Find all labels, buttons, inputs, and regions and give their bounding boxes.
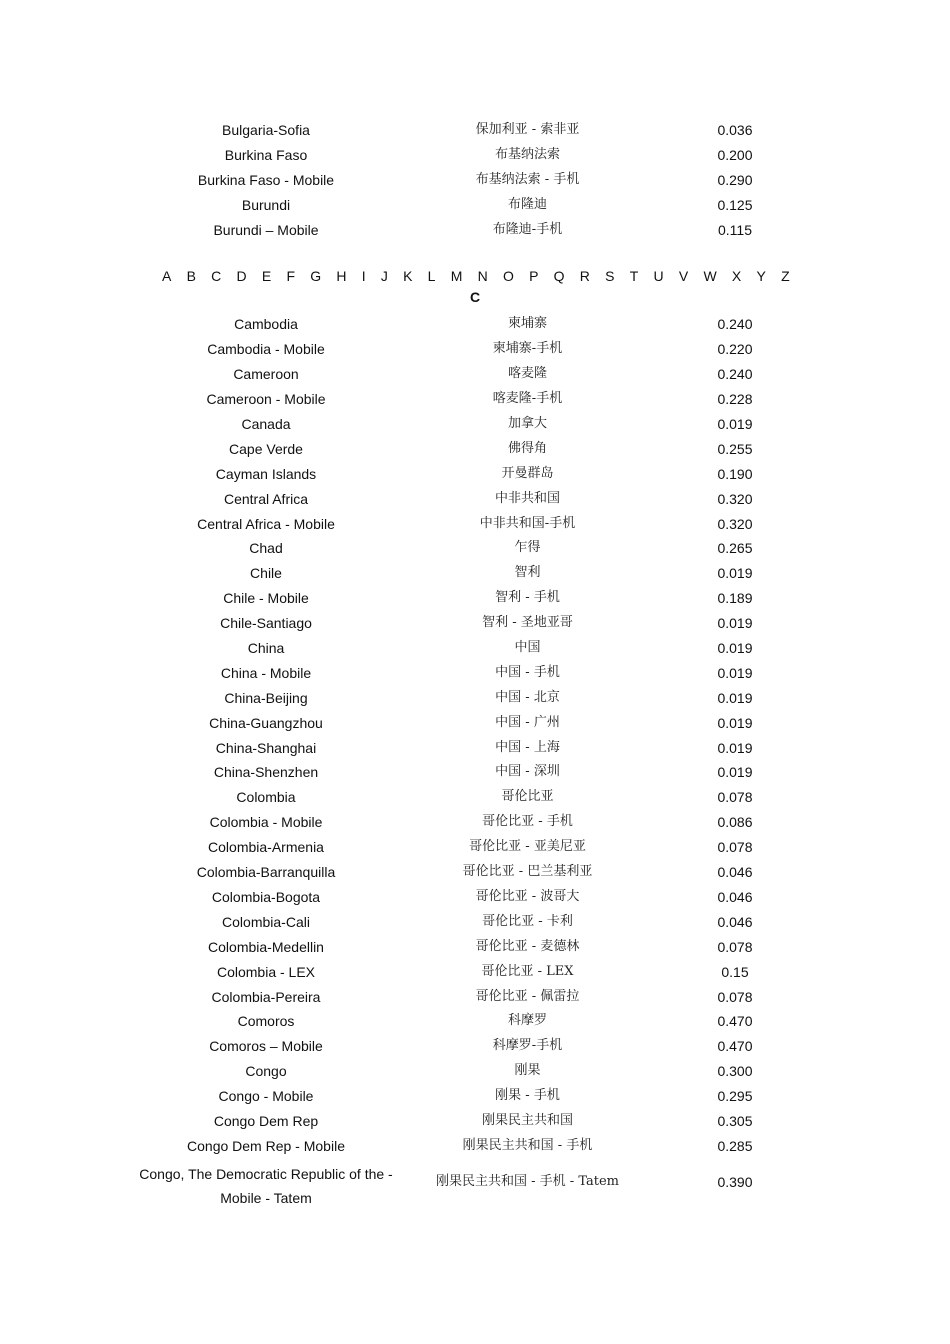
country-name-en: China-Beijing bbox=[224, 689, 308, 706]
table-row bbox=[0, 536, 950, 561]
alphabet-link-v[interactable]: V bbox=[678, 268, 689, 285]
table-row bbox=[0, 1034, 950, 1059]
table-row bbox=[0, 412, 950, 437]
alphabet-link-c[interactable]: C bbox=[211, 268, 222, 285]
rate-value: 0.046 bbox=[717, 888, 753, 905]
country-name-en: Comoros bbox=[237, 1013, 295, 1030]
country-name-cn: 哥伦比亚 - 麦德林 bbox=[475, 938, 580, 954]
country-name-en: China bbox=[247, 640, 285, 657]
country-name-cn: 哥伦比亚 - 巴兰基利亚 bbox=[462, 864, 593, 880]
table-row bbox=[0, 143, 950, 168]
rate-value: 0.228 bbox=[717, 391, 753, 408]
country-name-cn: 哥伦比亚 - 手机 bbox=[482, 814, 573, 830]
alphabet-link-w[interactable]: W bbox=[703, 268, 717, 285]
alphabet-link-y[interactable]: Y bbox=[756, 268, 766, 285]
section-heading bbox=[0, 288, 950, 312]
alphabet-link-o[interactable]: O bbox=[502, 268, 514, 285]
table-row bbox=[0, 860, 950, 885]
table-row bbox=[0, 736, 950, 761]
rate-value: 0.295 bbox=[717, 1088, 753, 1105]
rate-value: 0.078 bbox=[717, 988, 753, 1005]
alphabet-link-n[interactable]: N bbox=[477, 268, 488, 285]
country-name-cn: 刚果 - 手机 bbox=[495, 1088, 560, 1104]
table-row bbox=[0, 586, 950, 611]
rate-value: 0.300 bbox=[717, 1063, 753, 1080]
country-name-cn: 柬埔寨-手机 bbox=[492, 341, 563, 357]
country-name-en: Congo Dem Rep - Mobile bbox=[187, 1137, 345, 1154]
country-name-en: Burundi – Mobile bbox=[213, 221, 319, 238]
alphabet-link-h[interactable]: H bbox=[336, 268, 347, 285]
table-row bbox=[0, 437, 950, 462]
alphabet-link-r[interactable]: R bbox=[579, 268, 590, 285]
country-name-cn: 哥伦比亚 - 波哥大 bbox=[475, 888, 580, 904]
country-name-cn: 布基纳法索 bbox=[494, 146, 560, 162]
table-row bbox=[0, 118, 950, 143]
alphabet-link-f[interactable]: F bbox=[286, 268, 296, 285]
country-name-en: Burundi bbox=[241, 196, 291, 213]
country-name-en: Colombia-Armenia bbox=[208, 839, 324, 856]
alphabet-link-a[interactable]: A bbox=[162, 268, 172, 285]
country-name-cn: 中国 - 上海 bbox=[495, 739, 560, 755]
country-name-cn: 智利 - 手机 bbox=[495, 590, 560, 606]
table-row bbox=[0, 960, 950, 985]
country-name-cn: 哥伦比亚 - 亚美尼亚 bbox=[469, 839, 586, 855]
country-name-cn: 喀麦隆-手机 bbox=[492, 391, 563, 407]
rate-value: 0.078 bbox=[717, 938, 753, 955]
alphabet-link-k[interactable]: K bbox=[403, 268, 413, 285]
country-name-cn: 智利 bbox=[514, 565, 541, 581]
country-name-cn: 中非共和国-手机 bbox=[479, 515, 576, 531]
country-name-cn: 科摩罗-手机 bbox=[492, 1038, 563, 1054]
country-name-en: Chile-Santiago bbox=[220, 615, 312, 632]
alphabet-link-s[interactable]: S bbox=[605, 268, 615, 285]
country-name-en: Chile - Mobile bbox=[223, 590, 309, 607]
rate-value: 0.189 bbox=[717, 590, 753, 607]
country-name-en: Cameroon bbox=[233, 366, 299, 383]
rate-value: 0.019 bbox=[717, 739, 753, 756]
table-row bbox=[0, 910, 950, 935]
country-name-en: Chad bbox=[249, 540, 283, 557]
rate-value: 0.019 bbox=[717, 764, 753, 781]
country-name-cn: 开曼群岛 bbox=[501, 465, 554, 481]
table-row bbox=[0, 512, 950, 537]
rate-value: 0.220 bbox=[717, 341, 753, 358]
table-row bbox=[0, 760, 950, 785]
country-name-cn: 中国 - 北京 bbox=[495, 689, 560, 705]
alphabet-letters bbox=[162, 268, 790, 284]
table-row bbox=[0, 387, 950, 412]
country-name-cn: 布隆迪-手机 bbox=[492, 221, 563, 237]
country-name-cn: 刚果民主共和国 - 手机 - Tatem bbox=[436, 1173, 619, 1189]
table-row bbox=[0, 711, 950, 736]
country-name-en: Cameroon - Mobile bbox=[206, 391, 326, 408]
country-name-en: Congo Dem Rep bbox=[213, 1112, 319, 1129]
alphabet-link-p[interactable]: P bbox=[529, 268, 539, 285]
country-name-cn: 布基纳法索 - 手机 bbox=[475, 171, 580, 187]
country-name-cn: 柬埔寨 bbox=[507, 316, 547, 332]
alphabet-link-q[interactable]: Q bbox=[553, 268, 565, 285]
country-name-en: Cambodia bbox=[234, 316, 298, 333]
table-row bbox=[0, 1009, 950, 1034]
country-name-cn: 科摩罗 bbox=[507, 1013, 547, 1029]
country-name-en: Canada bbox=[241, 416, 291, 433]
country-name-en: China-Shenzhen bbox=[213, 764, 319, 781]
table-row bbox=[0, 1059, 950, 1084]
country-rate-table-b bbox=[0, 118, 950, 242]
country-name-cn: 中国 - 深圳 bbox=[495, 764, 560, 780]
country-name-en: China-Guangzhou bbox=[209, 714, 323, 731]
alphabet-link-m[interactable]: M bbox=[450, 268, 463, 285]
section-gap bbox=[0, 242, 950, 264]
table-row bbox=[0, 785, 950, 810]
rate-value: 0.200 bbox=[717, 146, 753, 163]
country-name-en: Colombia-Bogota bbox=[211, 888, 321, 905]
table-row bbox=[0, 561, 950, 586]
rate-value: 0.285 bbox=[717, 1137, 753, 1154]
country-name-cn: 中国 - 手机 bbox=[495, 664, 560, 680]
rate-value: 0.470 bbox=[717, 1013, 753, 1030]
table-row bbox=[0, 985, 950, 1010]
table-row bbox=[0, 810, 950, 835]
alphabet-link-u[interactable]: U bbox=[653, 268, 664, 285]
country-name-cn: 哥伦比亚 - 佩雷拉 bbox=[475, 988, 580, 1004]
table-row bbox=[0, 1134, 950, 1159]
country-name-cn: 保加利亚 - 索非亚 bbox=[475, 122, 580, 137]
rate-value: 0.019 bbox=[717, 640, 753, 657]
country-name-en: Comoros – Mobile bbox=[209, 1038, 323, 1055]
rate-value: 0.078 bbox=[717, 789, 753, 806]
rate-value: 0.320 bbox=[717, 490, 753, 507]
country-name-en: Congo bbox=[245, 1063, 287, 1080]
table-row bbox=[0, 636, 950, 661]
country-name-en: China-Shanghai bbox=[215, 739, 317, 756]
country-name-en: Colombia-Barranquilla bbox=[196, 864, 336, 881]
rate-value: 0.305 bbox=[717, 1112, 753, 1129]
country-name-cn: 中非共和国 bbox=[494, 490, 560, 506]
country-name-cn: 中国 - 广州 bbox=[495, 714, 560, 730]
country-name-en bbox=[130, 1162, 402, 1210]
table-row bbox=[0, 1109, 950, 1134]
country-name-en: Colombia-Cali bbox=[222, 913, 310, 930]
country-name-cn: 哥伦比亚 bbox=[501, 789, 554, 805]
rate-value: 0.240 bbox=[717, 316, 753, 333]
rate-value: 0.470 bbox=[717, 1038, 753, 1055]
table-row bbox=[0, 193, 950, 218]
alphabet-link-b[interactable]: B bbox=[186, 268, 196, 285]
rate-value: 0.019 bbox=[717, 664, 753, 681]
country-name-cn: 喀麦隆 bbox=[507, 366, 547, 382]
alphabet-link-g[interactable]: G bbox=[310, 268, 322, 285]
section-letter: C bbox=[469, 289, 481, 306]
rate-value: 0.019 bbox=[717, 714, 753, 731]
rate-value: 0.265 bbox=[717, 540, 753, 557]
table-row bbox=[0, 611, 950, 636]
country-name-en: Cape Verde bbox=[229, 440, 303, 457]
country-name-en-line2: Mobile - Tatem bbox=[220, 1189, 312, 1206]
rate-value: 0.115 bbox=[718, 221, 752, 238]
rate-value: 0.125 bbox=[717, 196, 753, 213]
rate-value: 0.255 bbox=[717, 440, 753, 457]
table-row bbox=[0, 168, 950, 193]
rate-value: 0.15 bbox=[721, 963, 749, 980]
table-row bbox=[0, 1159, 950, 1207]
alphabet-link-t[interactable]: T bbox=[629, 268, 639, 285]
country-name-en: Burkina Faso bbox=[224, 146, 308, 163]
country-name-cn: 刚果民主共和国 bbox=[481, 1112, 573, 1128]
country-name-en-line1: Congo, The Democratic Republic of the - bbox=[139, 1165, 393, 1182]
table-row bbox=[0, 1084, 950, 1109]
rate-value: 0.019 bbox=[717, 689, 753, 706]
rate-value: 0.390 bbox=[717, 1173, 753, 1190]
country-name-en: Colombia - Mobile bbox=[209, 814, 323, 831]
country-name-cn: 刚果民主共和国 - 手机 bbox=[462, 1137, 593, 1153]
rate-value: 0.046 bbox=[717, 864, 753, 881]
rate-value: 0.290 bbox=[717, 171, 753, 188]
country-name-cn: 佛得角 bbox=[507, 440, 547, 456]
table-row bbox=[0, 362, 950, 387]
alphabet-link-l[interactable]: L bbox=[427, 268, 436, 285]
alphabet-link-d[interactable]: D bbox=[236, 268, 247, 285]
table-row bbox=[0, 835, 950, 860]
country-name-en: Central Africa - Mobile bbox=[197, 515, 335, 532]
country-name-en: Central Africa bbox=[223, 490, 309, 507]
country-name-en: Burkina Faso - Mobile bbox=[197, 171, 335, 188]
table-row bbox=[0, 686, 950, 711]
country-name-cn: 刚果 bbox=[514, 1063, 541, 1079]
country-name-cn: 加拿大 bbox=[507, 416, 547, 432]
country-name-cn: 哥伦比亚 - LEX bbox=[481, 963, 574, 979]
country-name-en: Colombia-Pereira bbox=[211, 988, 321, 1005]
rate-value: 0.240 bbox=[717, 366, 753, 383]
alphabet-index bbox=[0, 264, 950, 288]
rate-value: 0.019 bbox=[717, 565, 753, 582]
table-row bbox=[0, 935, 950, 960]
country-name-cn: 中国 bbox=[514, 640, 541, 656]
table-row bbox=[0, 885, 950, 910]
country-name-en: Cayman Islands bbox=[215, 465, 317, 482]
country-name-cn: 智利 - 圣地亚哥 bbox=[482, 615, 573, 631]
rate-value: 0.019 bbox=[717, 615, 753, 632]
country-name-en: China - Mobile bbox=[220, 664, 312, 681]
country-name-en: Cambodia - Mobile bbox=[207, 341, 325, 358]
table-row bbox=[0, 218, 950, 243]
rate-value: 0.086 bbox=[717, 814, 753, 831]
alphabet-link-x[interactable]: X bbox=[731, 268, 742, 285]
country-name-en: Bulgaria-Sofia bbox=[222, 122, 310, 138]
rate-value: 0.036 bbox=[717, 122, 753, 138]
rate-value: 0.320 bbox=[717, 515, 753, 532]
country-name-en: Colombia bbox=[236, 789, 296, 806]
country-name-cn: 乍得 bbox=[514, 540, 541, 556]
alphabet-link-i[interactable]: I bbox=[361, 268, 366, 285]
rate-sheet bbox=[0, 118, 950, 1207]
table-row bbox=[0, 661, 950, 686]
rate-value: 0.078 bbox=[717, 839, 753, 856]
alphabet-link-j[interactable]: J bbox=[380, 268, 388, 285]
country-name-cn: 哥伦比亚 - 卡利 bbox=[482, 913, 573, 929]
country-name-en: Chile bbox=[250, 565, 282, 582]
country-name-en: Colombia - LEX bbox=[216, 963, 316, 980]
country-name-cn: 布隆迪 bbox=[507, 196, 547, 212]
alphabet-link-z[interactable]: Z bbox=[781, 268, 790, 285]
country-name-en: Colombia-Medellin bbox=[208, 938, 324, 955]
country-name-en: Congo - Mobile bbox=[218, 1088, 314, 1105]
alphabet-link-e[interactable]: E bbox=[261, 268, 272, 285]
table-row bbox=[0, 487, 950, 512]
table-row bbox=[0, 312, 950, 337]
country-rate-table-c bbox=[0, 312, 950, 1158]
rate-value: 0.019 bbox=[717, 416, 753, 433]
rate-value: 0.190 bbox=[717, 465, 753, 482]
table-row bbox=[0, 337, 950, 362]
table-row bbox=[0, 462, 950, 487]
rate-value: 0.046 bbox=[717, 913, 753, 930]
